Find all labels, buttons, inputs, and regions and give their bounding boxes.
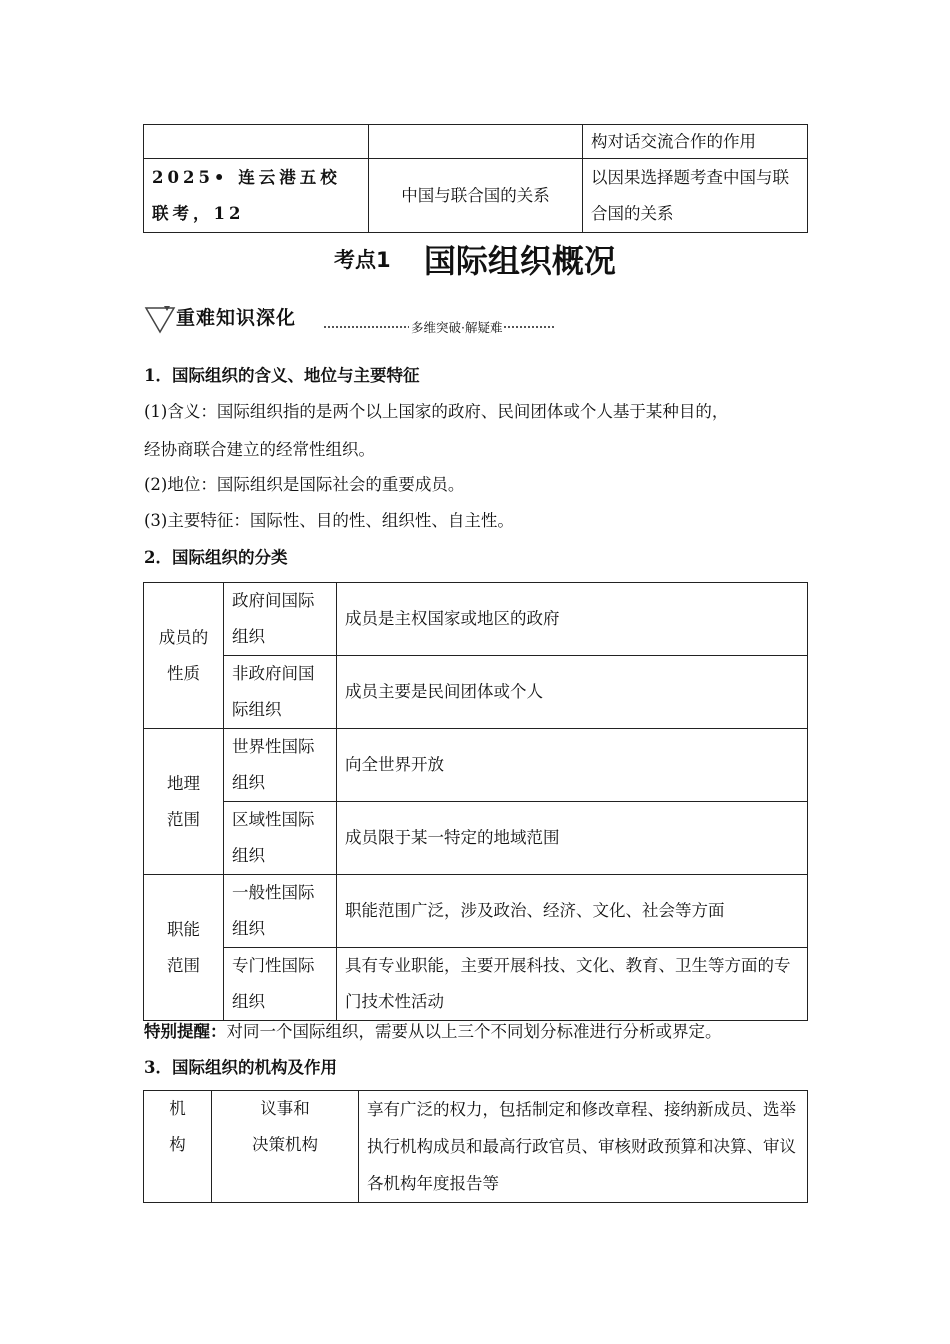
category-text: 职能范围 [167,919,200,975]
desc-cell: 成员限于某一特定的地域范围 [337,802,808,875]
heading-2: 2．国际组织的分类 [144,548,288,567]
category-text: 地理范围 [167,773,200,829]
type-cell: 专门性国际组织 [224,948,337,1021]
organ-label: 机构 [169,1099,186,1154]
desc-cell: 成员主要是民间团体或个人 [337,656,808,729]
section-banner [144,298,564,338]
status-line: (2)地位：国际组织是国际社会的重要成员。 [144,475,465,494]
type-cell: 政府间国际组织 [224,583,337,656]
organ-name-cell [212,1091,359,1203]
type-cell: 区域性国际组织 [224,802,337,875]
exam-topic-cell: 中国与联合国的关系 [369,159,583,233]
banner-subtitle: 多维突破·解疑难 [411,320,503,335]
desc-cell: 职能范围广泛，涉及政治、经济、文化、社会等方面 [337,875,808,948]
category-text: 成员的性质 [158,627,209,683]
banner-label: 重难知识深化 [176,307,297,329]
note-label: 特别提醒： [144,1022,227,1041]
heading-3: 3．国际组织的机构及作用 [144,1058,337,1077]
section-title [0,236,950,282]
organ-label-cell [144,1091,212,1203]
type-cell: 非政府间国际组织 [224,656,337,729]
organ-name-line-2: 决策机构 [252,1135,318,1154]
organ-name-line-1: 议事和 [260,1099,310,1118]
exam-source-text: 2025• 连云港五校联考，12 [152,167,341,223]
exam-table [143,124,808,233]
type-cell: 一般性国际组织 [224,875,337,948]
note-text: 对同一个国际组织，需要从以上三个不同划分标准进行分析或界定。 [226,1022,722,1041]
meaning-text: (1)含义：国际组织指的是两个以上国家的政府、民间团体或个人基于某种目的， [144,402,729,421]
category-cell [144,875,224,1021]
classification-table [143,582,808,1021]
type-cell: 世界性国际组织 [224,729,337,802]
page-title: 国际组织概况 [423,242,616,280]
exam-cell [369,125,583,159]
exam-cell [144,125,369,159]
exam-source-cell [144,159,369,233]
organs-table [143,1090,808,1203]
banner-triangle-icon [144,304,178,338]
organ-desc-cell: 享有广泛的权力，包括制定和修改章程、接纳新成员、选举执行机构成员和最高行政官员、审核财政预算和决算、审议各机构年度报告等 [359,1091,808,1203]
special-note [144,1014,824,1050]
desc-cell: 具有专业职能，主要开展科技、文化、教育、卫生等方面的专门技术性活动 [337,948,808,1021]
heading-1: 1．国际组织的含义、地位与主要特征 [144,366,420,385]
exam-method-cell: 以因果选择题考查中国与联合国的关系 [583,159,808,233]
category-cell [144,729,224,875]
section-label: 考点1 [334,248,391,272]
category-cell [144,583,224,729]
exam-cell: 构对话交流合作的作用 [583,125,808,159]
desc-cell: 成员是主权国家或地区的政府 [337,583,808,656]
features-line: (3)主要特征：国际性、目的性、组织性、自主性。 [144,511,514,530]
desc-cell: 向全世界开放 [337,729,808,802]
meaning-line-2: 经协商联合建立的经常性组织。 [144,440,375,459]
meaning-line-1 [144,394,824,430]
